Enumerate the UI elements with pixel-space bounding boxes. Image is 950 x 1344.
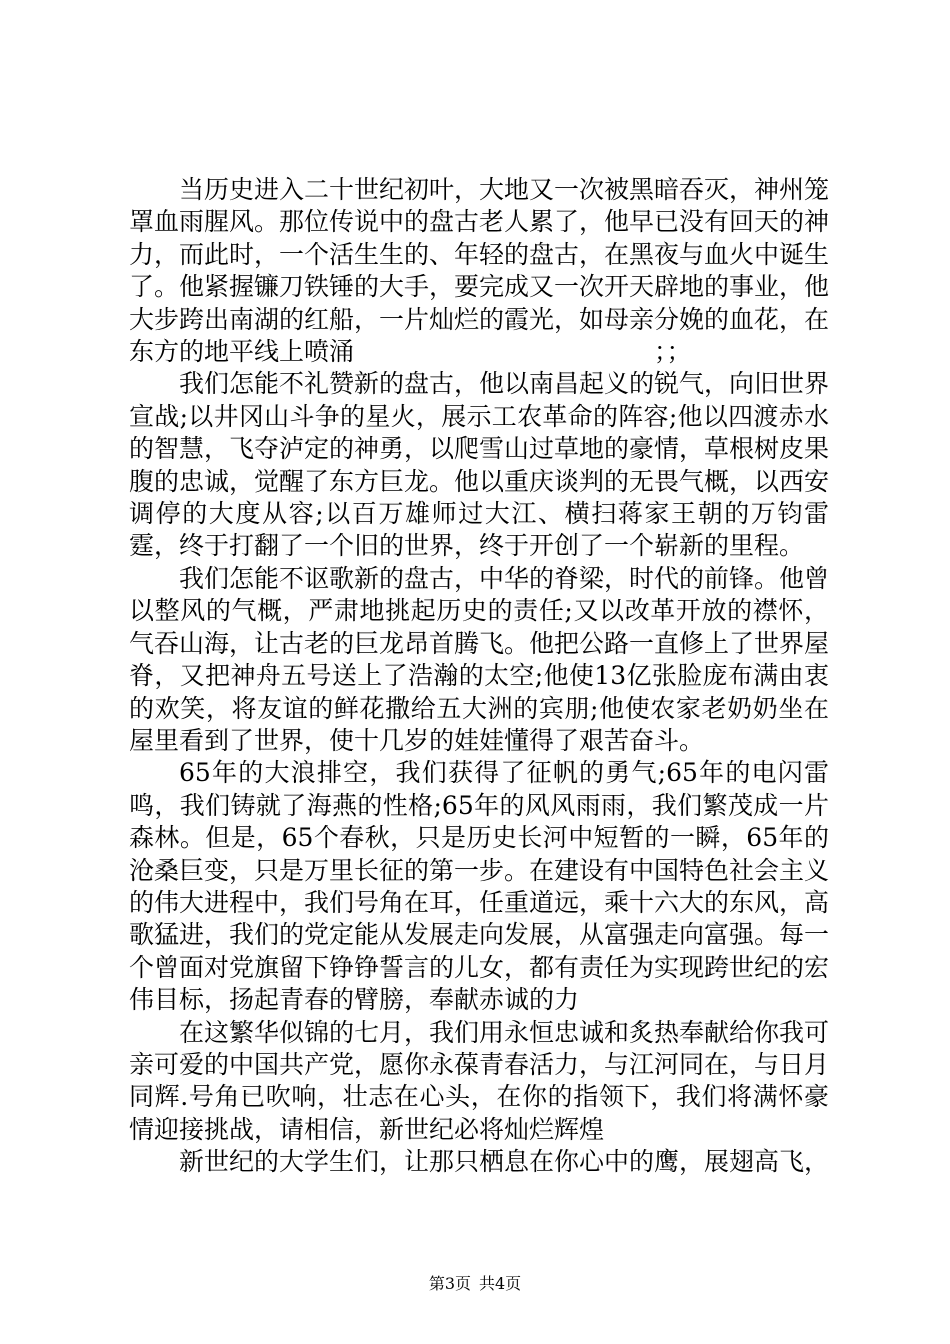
- paragraph: 我们怎能不礼赞新的盘古，他以南昌起义的锐气，向旧世界宣战;以井冈山斗争的星火，展示工农革命的阵容;他以四渡赤水的智慧，飞夺泸定的神勇，以爬雪山过草地的豪情，草根树皮果腹的忠诚，觉醒了东方巨龙。他以重庆谈判的无畏气概，以西安调停的大度从容;以百万雄师过大江、横扫蒋家王朝的万钧雷霆，终于打翻了一个旧的世界，终于开创了一个崭新的里程。: [129, 369, 830, 561]
- paragraph: 在这繁华似锦的七月，我们用永恒忠诚和炙热奉献给你我可亲可爱的中国共产党，愿你永葆青春活力，与江河同在，与日月同辉.号角已吹响，壮志在心头，在你的指领下，我们将满怀豪情迎接挑战，请相信，新世纪必将灿烂辉煌: [129, 1017, 830, 1144]
- document-body: [129, 174, 829, 1179]
- page-number: 第3页: [428, 1274, 471, 1293]
- paragraph: 新世纪的大学生们，让那只栖息在你心中的鹰，展翅高飞，: [179, 1147, 830, 1177]
- paragraph: 65年的大浪排空，我们获得了征帆的勇气;65年的电闪雷鸣，我们铸就了海燕的性格;65年的风风雨雨，我们繁茂成一片森林。但是，65个春秋，只是历史长河中短暂的一瞬，65年的沧桑巨变，只是万里长征的第一步。在建设有中国特色社会主义的伟大进程中，我们号角在耳，任重道远，乘十六大的东风，高歌猛进，我们的党定能从发展走向发展，从富强走向富强。每一个曾面对党旗留下铮铮誓言的儿女，都有责任为实现跨世纪的宏伟目标，扬起青春的臂膀，奉献赤诚的力: [129, 758, 830, 1015]
- page-total: 共4页: [479, 1274, 522, 1293]
- page-footer: [0, 1274, 950, 1294]
- paragraph: 当历史进入二十世纪初叶，大地又一次被黑暗吞灭，神州笼罩血雨腥风。那位传说中的盘古老人累了，他早已没有回天的神力，而此时，一个活生生的、年轻的盘古，在黑夜与血火中诞生了。他紧握镰刀铁锤的大手，要完成又一次开天辟地的事业，他大步跨出南湖的红船，一片灿烂的霞光，如母亲分娩的血花，在东方的地平线上喷涌 ；；: [129, 175, 830, 367]
- paragraph: 我们怎能不讴歌新的盘古，中华的脊梁，时代的前锋。他曾以整风的气概，严肃地挑起历史的责任;又以改革开放的襟怀，气吞山海，让古老的巨龙昂首腾飞。他把公路一直修上了世界屋脊，又把神舟五号送上了浩瀚的太空;他使13亿张脸庞布满由衷的欢笑，将友谊的鲜花撒给五大洲的宾朋;他使农家老奶奶坐在屋里看到了世界，使十几岁的娃娃懂得了艰苦奋斗。: [129, 563, 830, 755]
